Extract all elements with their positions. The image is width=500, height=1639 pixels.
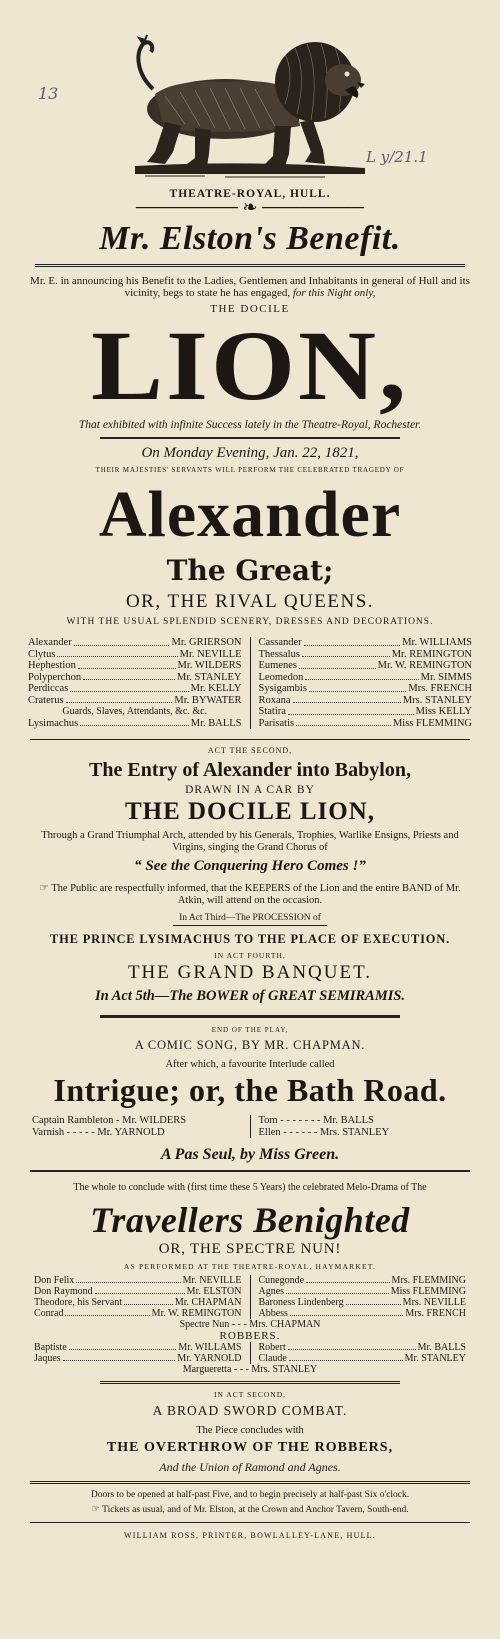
actor: Mrs. STANLEY [402, 694, 472, 706]
cast-row [259, 649, 473, 661]
play-subtitle: The Great; [166, 554, 334, 587]
robbers-cast [34, 1342, 466, 1364]
actor: Miss FLEMMING [392, 717, 472, 729]
role: Parisatis [258, 717, 295, 729]
docile-lion-heading: THE DOCILE LION, [124, 798, 376, 825]
piece-concludes: The Piece concludes with [196, 1425, 304, 1436]
guards-line: Guards, Slaves, Attendants, &c. &c. [62, 706, 208, 717]
cast-row [34, 1286, 242, 1297]
divider [30, 739, 470, 740]
divider [100, 437, 400, 439]
tickets-notice: ☞ Tickets as usual, and of Mr. Elston, at the Crown and Anchor Tavern, South-end. [91, 1505, 409, 1515]
divider [35, 264, 465, 267]
cast-column-left [32, 1115, 251, 1138]
cast-row [34, 1308, 242, 1319]
alexander-cast [28, 637, 472, 729]
actor: Mr. YARNOLD [177, 1353, 242, 1364]
divider [30, 1481, 470, 1484]
role: Polyperchon [28, 671, 82, 683]
actor: Mr. GRIERSON [171, 637, 242, 648]
role: Thessalus [258, 648, 300, 660]
performance-date: On Monday Evening, Jan. 22, 1821, [141, 445, 359, 461]
actor: - - - - - - - Mr. BALLS [280, 1115, 374, 1126]
melodrama-cast [34, 1275, 466, 1319]
role: Jaques [34, 1353, 61, 1364]
cast-column-right [251, 1342, 467, 1364]
intro-text [22, 275, 478, 299]
actor: - - - - - - Mrs. STANLEY [283, 1126, 390, 1138]
comic-song: A COMIC SONG, BY MR. CHAPMAN. [134, 1038, 366, 1052]
role: Claude [258, 1353, 287, 1364]
intro-text-italic: for this Night only, [292, 287, 376, 299]
sword-combat: A BROAD SWORD COMBAT. [152, 1403, 348, 1418]
role: Tom [258, 1115, 278, 1126]
cast-row [34, 1342, 242, 1353]
cast-column-left [34, 1275, 251, 1319]
actor: Mr. WILLIAMS [402, 637, 472, 648]
benefit-title: Mr. Elston's Benefit. [99, 220, 401, 257]
cast-row [259, 1353, 467, 1364]
role: Statira [258, 706, 286, 717]
role: Hephestion [28, 660, 76, 671]
act-second-label: ACT THE SECOND, [207, 746, 293, 755]
actor: Miss KELLY [415, 706, 472, 717]
cast-row [259, 1342, 467, 1353]
actor: Mrs. FLEMMING [391, 1275, 466, 1286]
interlude-title: Intrigue; or, the Bath Road. [53, 1072, 447, 1108]
scenery-line: WITH THE USUAL SPLENDID SCENERY, DRESSES AND DECORATIONS. [66, 617, 434, 627]
printer-imprint: WILLIAM ROSS, PRINTER, BOWLALLEY-LANE, HULL. [124, 1531, 376, 1540]
cast-row [32, 1127, 242, 1139]
role: Sysigambis [258, 683, 307, 694]
play-alt-title: OR, THE RIVAL QUEENS. [125, 591, 375, 612]
interlude-cast [32, 1115, 468, 1138]
cast-row [34, 1353, 242, 1364]
role: Abbess [258, 1308, 288, 1319]
cast-row [28, 649, 242, 661]
role: Roxana [258, 694, 291, 706]
actor: Mrs. FRENCH [405, 1308, 466, 1319]
actor: Mrs. FRENCH [408, 683, 472, 694]
cast-row [259, 683, 473, 695]
role: Alexander [28, 637, 72, 648]
cast-column-right [251, 637, 473, 729]
role: Lysimachus [28, 717, 79, 729]
pas-seul: A Pas Seul, by Miss Green. [160, 1146, 340, 1163]
spectre-nun-line: Spectre Nun - - - Mrs. CHAPMAN [179, 1319, 321, 1330]
role: Ellen [258, 1126, 281, 1138]
cast-row [259, 637, 473, 649]
cast-row [259, 1127, 469, 1139]
drawn-in-car: DRAWN IN A CAR BY [185, 784, 315, 796]
margin-number: 13 [38, 84, 59, 103]
cast-row [259, 1308, 467, 1319]
finale-act-label: IN ACT SECOND, [214, 1390, 286, 1399]
lion-illustration [125, 34, 375, 179]
cast-row [259, 1275, 467, 1286]
actor: Mr. NEVILLE [182, 1275, 242, 1286]
cast-row [28, 660, 242, 672]
cast-row [259, 672, 473, 684]
actor: Mr. BYWATER [174, 694, 242, 706]
bower-line: In Act 5th—The BOWER of GREAT SEMIRAMIS. [94, 988, 406, 1004]
margueretta-line: Margueretta - - - Mrs. STANLEY [182, 1364, 318, 1375]
role: Eumenes [258, 660, 297, 671]
actor: Mr. NEVILLE [179, 648, 242, 660]
role: Don Felix [34, 1275, 75, 1286]
actor: Mr. REMINGTON [391, 648, 472, 660]
divider [30, 1522, 470, 1523]
actor: Mr. WILDERS [177, 660, 242, 671]
the-docile-label: THE DOCILE [210, 303, 290, 315]
cast-row [28, 695, 242, 707]
ornament-divider: ──────── ❧ ──────── [135, 197, 365, 217]
union-line: And the Union of Ramond and Agnes. [159, 1460, 341, 1474]
cast-row [259, 1286, 467, 1297]
after-which: After which, a favourite Interlude called [165, 1059, 335, 1070]
procession-text: Through a Grand Triumphal Arch, attended by his Generals, Trophies, Warlike Ensigns, Priests and Virgins, singing the Grand Chorus of [41, 830, 459, 853]
role: Clytus [28, 648, 56, 660]
doors-notice: Doors to be opened at half-past Five, and to begin precisely at half-past Six o'clock. [90, 1490, 410, 1500]
act-fourth-label: IN ACT FOURTH, [214, 951, 286, 960]
public-notice: ☞ The Public are respectfully informed, that the KEEPERS of the Lion and the entire BAND of Mr. Atkin, will attend on the occasion. [39, 883, 461, 906]
actor: Mr. W. REMINGTON [377, 660, 472, 671]
role: Robert [258, 1342, 286, 1353]
overthrow-heading: THE OVERTHROW OF THE ROBBERS, [106, 1440, 394, 1455]
cast-row [28, 718, 242, 730]
cast-column-left [28, 637, 251, 729]
role: Conrad [34, 1308, 64, 1319]
actor: - - - - - Mr. YARNOLD [66, 1126, 165, 1138]
role: Cassander [258, 637, 302, 648]
role: Baroness Lindenberg [258, 1297, 344, 1308]
melodrama-title: Travellers Benighted [90, 1200, 410, 1240]
robbers-heading: ROBBERS. [219, 1330, 281, 1342]
role: Theodore, his Servant [34, 1297, 123, 1308]
servants-line: THEIR MAJESTIES' SERVANTS WILL PERFORM THE CELEBRATED TRAGEDY OF [95, 466, 405, 474]
cast-row [32, 1115, 242, 1127]
cast-column-left [34, 1342, 251, 1364]
end-of-play-label: END OF THE PLAY, [211, 1026, 289, 1034]
cast-row [259, 706, 473, 718]
cast-column-right [251, 1115, 469, 1138]
actor: Mr. CHAPMAN [174, 1297, 242, 1308]
performed-note: AS PERFORMED AT THE THEATRE-ROYAL, HAYMARKET. [123, 1262, 377, 1271]
cast-row [259, 695, 473, 707]
cast-row [259, 660, 473, 672]
actor: Mr. BALLS [417, 1342, 466, 1353]
cast-row [34, 1275, 242, 1286]
divider [100, 1381, 400, 1384]
actor: Mr. W. REMINGTON [151, 1308, 242, 1319]
cast-row [259, 1297, 467, 1308]
melodrama-intro: The whole to conclude with (first time these 5 Years) the celebrated Melo-Drama of The [73, 1182, 427, 1193]
act-third-label: In Act Third—The PROCESSION of [173, 913, 327, 926]
role: Baptiste [34, 1342, 67, 1353]
cast-row [28, 637, 242, 649]
entry-heading: The Entry of Alexander into Babylon, [89, 759, 411, 781]
intro-text-main: Mr. E. in announcing his Benefit to the Ladies, Gentlemen and Inhabitants in general of Hull and its vicinity, begs to state he has engaged, [30, 275, 470, 299]
prince-procession: THE PRINCE LYSIMACHUS TO THE PLACE OF EXECUTION. [49, 932, 451, 946]
role: Agnes [258, 1286, 285, 1297]
role: Perdiccas [28, 683, 69, 694]
grand-banquet: THE GRAND BANQUET. [127, 962, 373, 983]
cast-row [28, 683, 242, 695]
actor: Mr. BALLS [190, 717, 242, 729]
cast-row [34, 1297, 242, 1308]
actor: Mrs. NEVILLE [402, 1297, 466, 1308]
play-title: Alexander [98, 478, 402, 551]
melodrama-alt-title: OR, THE SPECTRE NUN! [158, 1241, 342, 1257]
divider [30, 1170, 470, 1172]
actor: - Mr. WILDERS [116, 1115, 187, 1126]
role: Don Raymond [34, 1286, 93, 1297]
actor: Mr. KELLY [190, 683, 242, 694]
exhibited-note: That exhibited with infinite Success lately in the Theatre-Royal, Rochester. [78, 419, 422, 431]
actor: Mr. SIMMS [420, 671, 472, 683]
role: Captain Rambleton [32, 1115, 114, 1126]
chorus-title: “ See the Conquering Hero Comes !” [134, 858, 366, 874]
role: Craterus [28, 694, 64, 706]
actor: Miss FLEMMING [390, 1286, 466, 1297]
cast-row [28, 672, 242, 684]
actor: Mr. WILLAMS [178, 1342, 242, 1353]
role: Cunegonde [258, 1275, 305, 1286]
actor: Mr. STANLEY [177, 671, 242, 683]
margin-signature: L y/21.1 [366, 148, 428, 166]
actor: Mr. ELSTON [186, 1286, 242, 1297]
lion-headline: LION, [90, 311, 410, 422]
cast-row [259, 1115, 469, 1127]
role: Leomedon [258, 671, 304, 683]
cast-row [259, 718, 473, 730]
role: Varnish [32, 1126, 65, 1138]
cast-column-right [251, 1275, 467, 1319]
divider [100, 1015, 400, 1018]
theatre-name: THEATRE-ROYAL, HULL. [169, 188, 331, 200]
actor: Mr. STANLEY [404, 1353, 466, 1364]
